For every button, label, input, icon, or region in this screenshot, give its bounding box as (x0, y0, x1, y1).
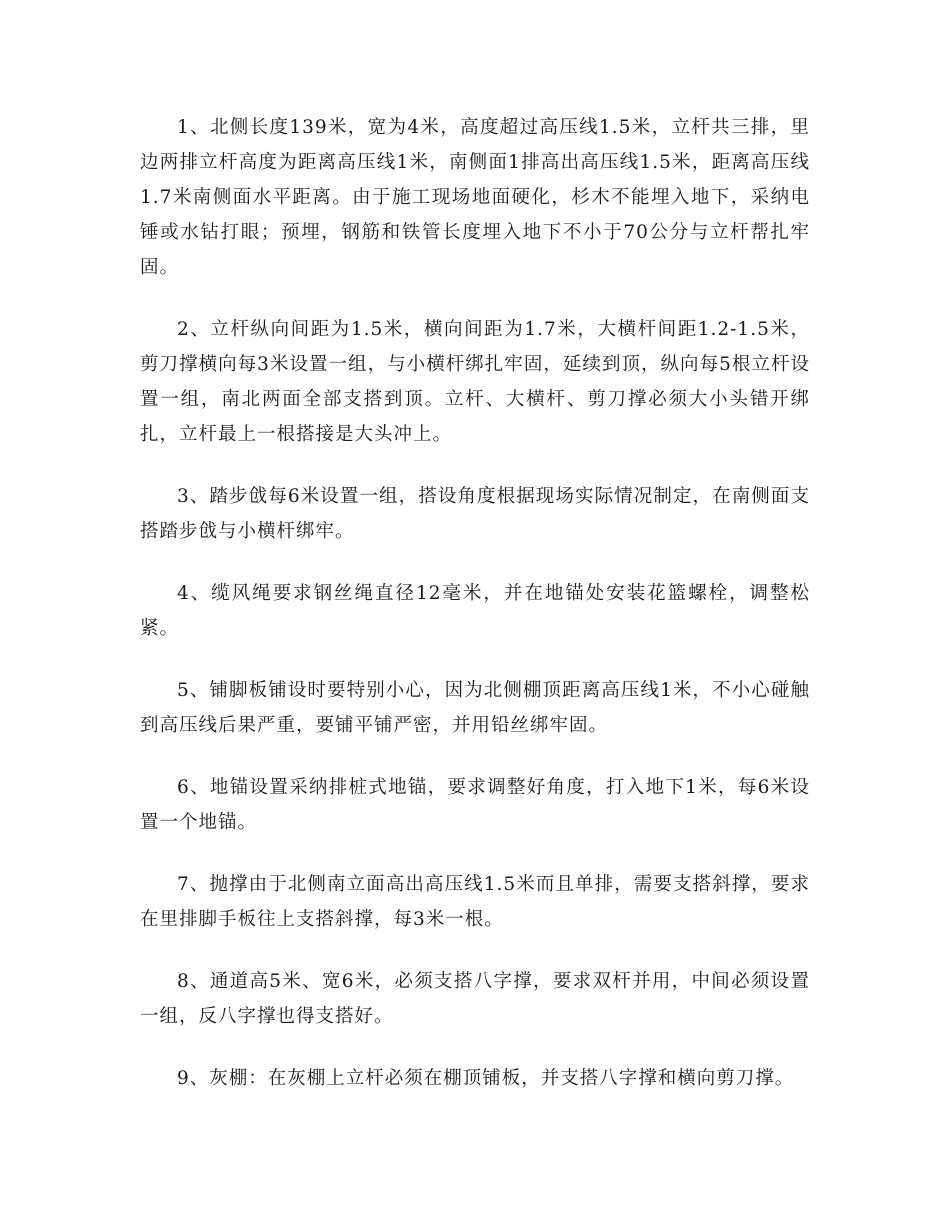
document-body (140, 110, 810, 1123)
paragraph-2: 2、立杆纵向间距为1.5米，横向间距为1.7米，大横杆间距1.2-1.5米，剪刀撑横向每3米设置一组，与小横杆绑扎牢固，延续到顶，纵向每5根立杆设置一组，南北两面全部支搭到顶。立杆、大横杆、剪刀撑必须大小头错开绑扎，立杆最上一根搭接是大头冲上。 (140, 319, 810, 445)
paragraph-9: 9、灰棚：在灰棚上立杆必须在棚顶铺板，并支搭八字撑和横向剪刀撑。 (177, 1068, 795, 1089)
paragraph-8: 8、通道高5米、宽6米，必须支搭八字撑，要求双杆并用，中间必须设置一组，反八字撑也得支搭好。 (140, 971, 810, 1027)
paragraph-6: 6、地锚设置采纳排桩式地锚，要求调整好角度，打入地下1米，每6米设置一个地锚。 (140, 777, 810, 833)
paragraph-1: 1、北侧长度139米，宽为4米，高度超过高压线1.5米，立杆共三排，里边两排立杆高度为距离高压线1米，南侧面1排高出高压线1.5米，距离高压线1.7米南侧面水平距离。由于施工现场地面硬化，杉木不能埋入地下，采纳电锤或水钻打眼；预埋，钢筋和铁管长度埋入地下不小于70公分与立杆帮扎牢固。 (140, 117, 810, 278)
paragraph-5: 5、铺脚板铺设时要特别小心，因为北侧棚顶距离高压线1米，不小心碰触到高压线后果严重，要铺平铺严密，并用铅丝绑牢固。 (140, 680, 810, 736)
paragraph-3: 3、踏步戗每6米设置一组，搭设角度根据现场实际情况制定，在南侧面支搭踏步戗与小横杆绑牢。 (140, 486, 810, 542)
paragraph-4: 4、缆风绳要求钢丝绳直径12毫米，并在地锚处安装花篮螺栓，调整松紧。 (140, 583, 810, 639)
paragraph-7: 7、抛撑由于北侧南立面高出高压线1.5米而且单排，需要支搭斜撑，要求在里排脚手板往上支搭斜撑，每3米一根。 (140, 874, 810, 930)
